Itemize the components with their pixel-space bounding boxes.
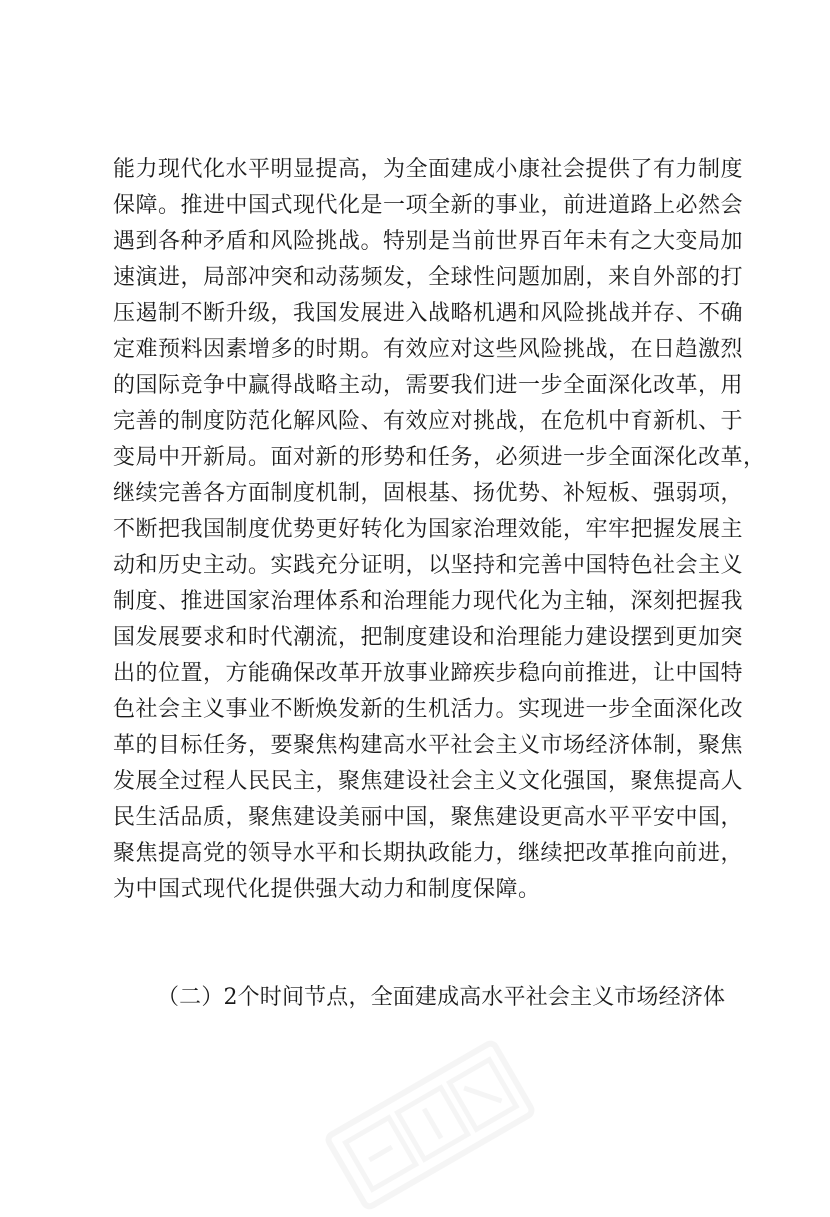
paragraph-line: 国发展要求和时代潮流，把制度建设和治理能力建设摆到更加突 (113, 625, 744, 650)
paragraph-line: 动和历史主动。实践充分证明，以坚持和完善中国特色社会主义 (113, 553, 744, 578)
paragraph-line: 继续完善各方面制度机制，固根基、扬优势、补短板、强弱项， (113, 481, 744, 506)
paragraph-line: 遇到各种矛盾和风险挑战。特别是当前世界百年未有之大变局加 (113, 229, 744, 254)
paragraph-line: 发展全过程人民民主，聚焦建设社会主义文化强国，聚焦提高人 (113, 769, 744, 794)
section-subheading: （二）2个时间节点，全面建成高水平社会主义市场经济体 (157, 985, 725, 1010)
paragraph-line: 的国际竞争中赢得战略主动，需要我们进一步全面深化改革，用 (113, 373, 744, 398)
paragraph-line: 聚焦提高党的领导水平和长期执政能力，继续把改革推向前进， (113, 841, 744, 866)
paragraph-line: 完善的制度防范化解风险、有效应对挑战，在危机中育新机、于 (113, 409, 744, 434)
paragraph-line: 出的位置，方能确保改革开放事业蹄疾步稳向前推进，让中国特 (113, 661, 744, 686)
paragraph-line: 色社会主义事业不断焕发新的生机活力。实现进一步全面深化改 (113, 697, 744, 722)
paragraph-line: 变局中开新局。面对新的形势和任务，必须进一步全面深化改革， (113, 445, 766, 470)
paragraph-line: 定难预料因素增多的时期。有效应对这些风险挑战，在日趋激烈 (113, 337, 744, 362)
watermark-stamp-icon (321, 1036, 539, 1214)
paragraph-line: 革的目标任务，要聚焦构建高水平社会主义市场经济体制，聚焦 (113, 733, 744, 758)
paragraph-line: 速演进，局部冲突和动荡频发，全球性问题加剧，来自外部的打 (113, 265, 744, 290)
paragraph-line: 不断把我国制度优势更好转化为国家治理效能，牢牢把握发展主 (113, 517, 744, 542)
paragraph-line: 制度、推进国家治理体系和治理能力现代化为主轴，深刻把握我 (113, 589, 744, 614)
paragraph-line: 保障。推进中国式现代化是一项全新的事业，前进道路上必然会 (113, 193, 744, 218)
body-paragraph (113, 152, 766, 908)
paragraph-line: 为中国式现代化提供强大动力和制度保障。 (113, 877, 541, 902)
paragraph-line: 民生活品质，聚焦建设美丽中国，聚焦建设更高水平平安中国， (113, 805, 744, 830)
paragraph-line: 能力现代化水平明显提高，为全面建成小康社会提供了有力制度 (113, 157, 744, 182)
paragraph-line: 压遏制不断升级，我国发展进入战略机遇和风险挑战并存、不确 (113, 301, 744, 326)
